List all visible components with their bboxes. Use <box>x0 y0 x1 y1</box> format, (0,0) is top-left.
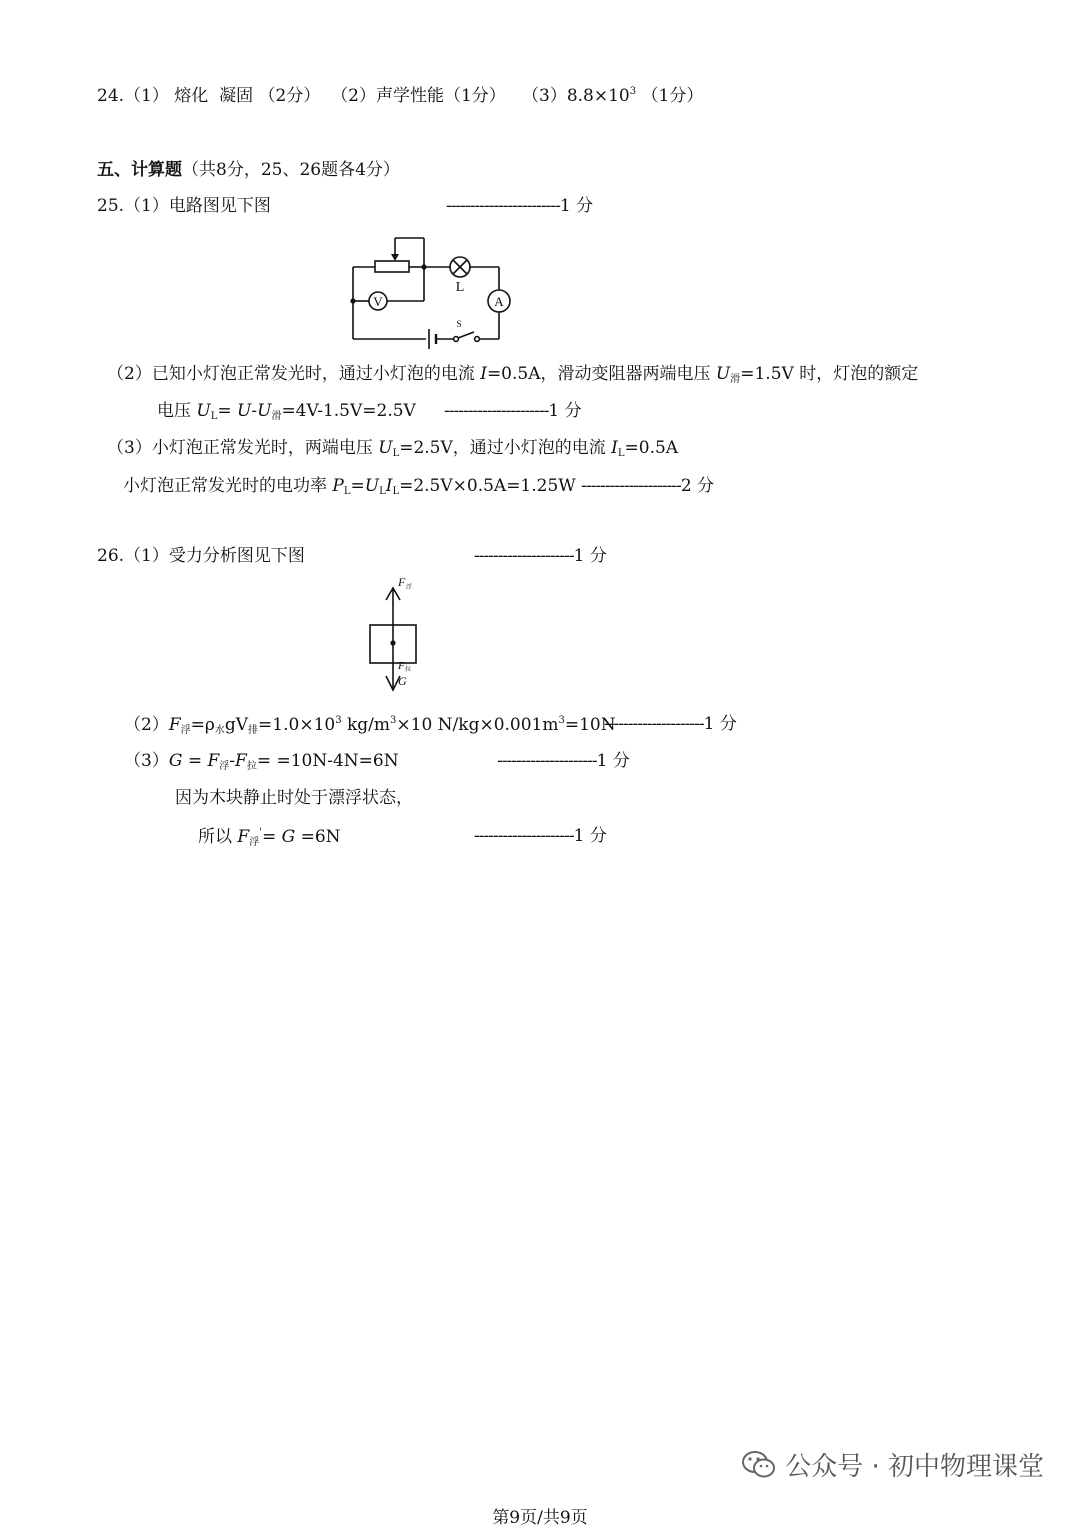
q26-score-1: ---------------------1 分 <box>474 546 607 566</box>
q26-line-4: 因为木块静止时处于漂浮状态， <box>175 788 413 808</box>
tension-force-label: F <box>398 660 405 672</box>
q25-line-1: 25.（1）电路图见下图 <box>97 196 271 216</box>
q25-line-5: 小灯泡正常发光时的电功率 $P_L=U_LI_L=2.5V\times 0.5A=1.25W$ ---------------------2 分 <box>123 476 715 497</box>
wechat-icon <box>741 1450 777 1480</box>
q26-score-4: ---------------------1 分 <box>474 826 607 846</box>
q25-line-3: 电压 $U_L= U-U_滑=4V-1.5V=2.5V$ <box>157 401 416 422</box>
q25-score-2: ----------------------1 分 <box>444 401 582 421</box>
rheostat <box>375 261 409 272</box>
q26-score-2: ---------------------1 分 <box>604 714 737 734</box>
section-heading: 五、计算题（共8分，25、26题各4分） <box>97 160 400 180</box>
svg-text:拉: 拉 <box>405 667 412 673</box>
gravity-label: G <box>398 674 407 688</box>
circuit-diagram <box>340 228 520 353</box>
q26-line-1: 26.（1）受力分析图见下图 <box>97 546 305 566</box>
force-diagram <box>360 572 440 697</box>
q26-line-2: $(2)F_浮=\rho_水gV_排=1.0\times 10^3$ $kg/m^3\times 10$ $N/kg\times 0.001m^3=10N$ <box>124 715 616 736</box>
watermark <box>741 1446 1044 1483</box>
page-number: 第9页/共9页 <box>492 1508 588 1528</box>
voltmeter-label: V <box>373 294 383 309</box>
q25-line-4: （3）小灯泡正常发光时，两端电压 $U_L=2.5V$，通过小灯泡的电流 $I_L=0.5A$ <box>107 438 679 459</box>
ammeter-label: A <box>494 294 504 309</box>
buoyancy-force-label: F <box>398 575 406 589</box>
q24-line: 24.（1） 熔化 凝固 （2分） （2）声学性能（1分） $(3)8.8\times 10^3$ （1分） <box>97 86 704 106</box>
watermark-text: 公众号 · 初中物理课堂 <box>785 1452 1044 1482</box>
switch-label: S <box>456 319 462 329</box>
lamp-label: L <box>455 280 465 295</box>
q26-score-3: ---------------------1 分 <box>497 751 630 771</box>
q25-score-1: ------------------------1 分 <box>446 196 594 216</box>
q25-line-2: （2）已知小灯泡正常发光时，通过小灯泡的电流 I=0.5A，滑动变阻器两端电压 $U_滑=1.5V$ 时，灯泡的额定 <box>107 364 919 385</box>
q26-line-3: $(3)G = F_浮-F_拉= =10N-4N=6N$ <box>124 751 399 772</box>
q26-line-5: 所以 $F_浮'= G =6N$ <box>198 827 341 848</box>
svg-text:浮: 浮 <box>406 585 413 591</box>
